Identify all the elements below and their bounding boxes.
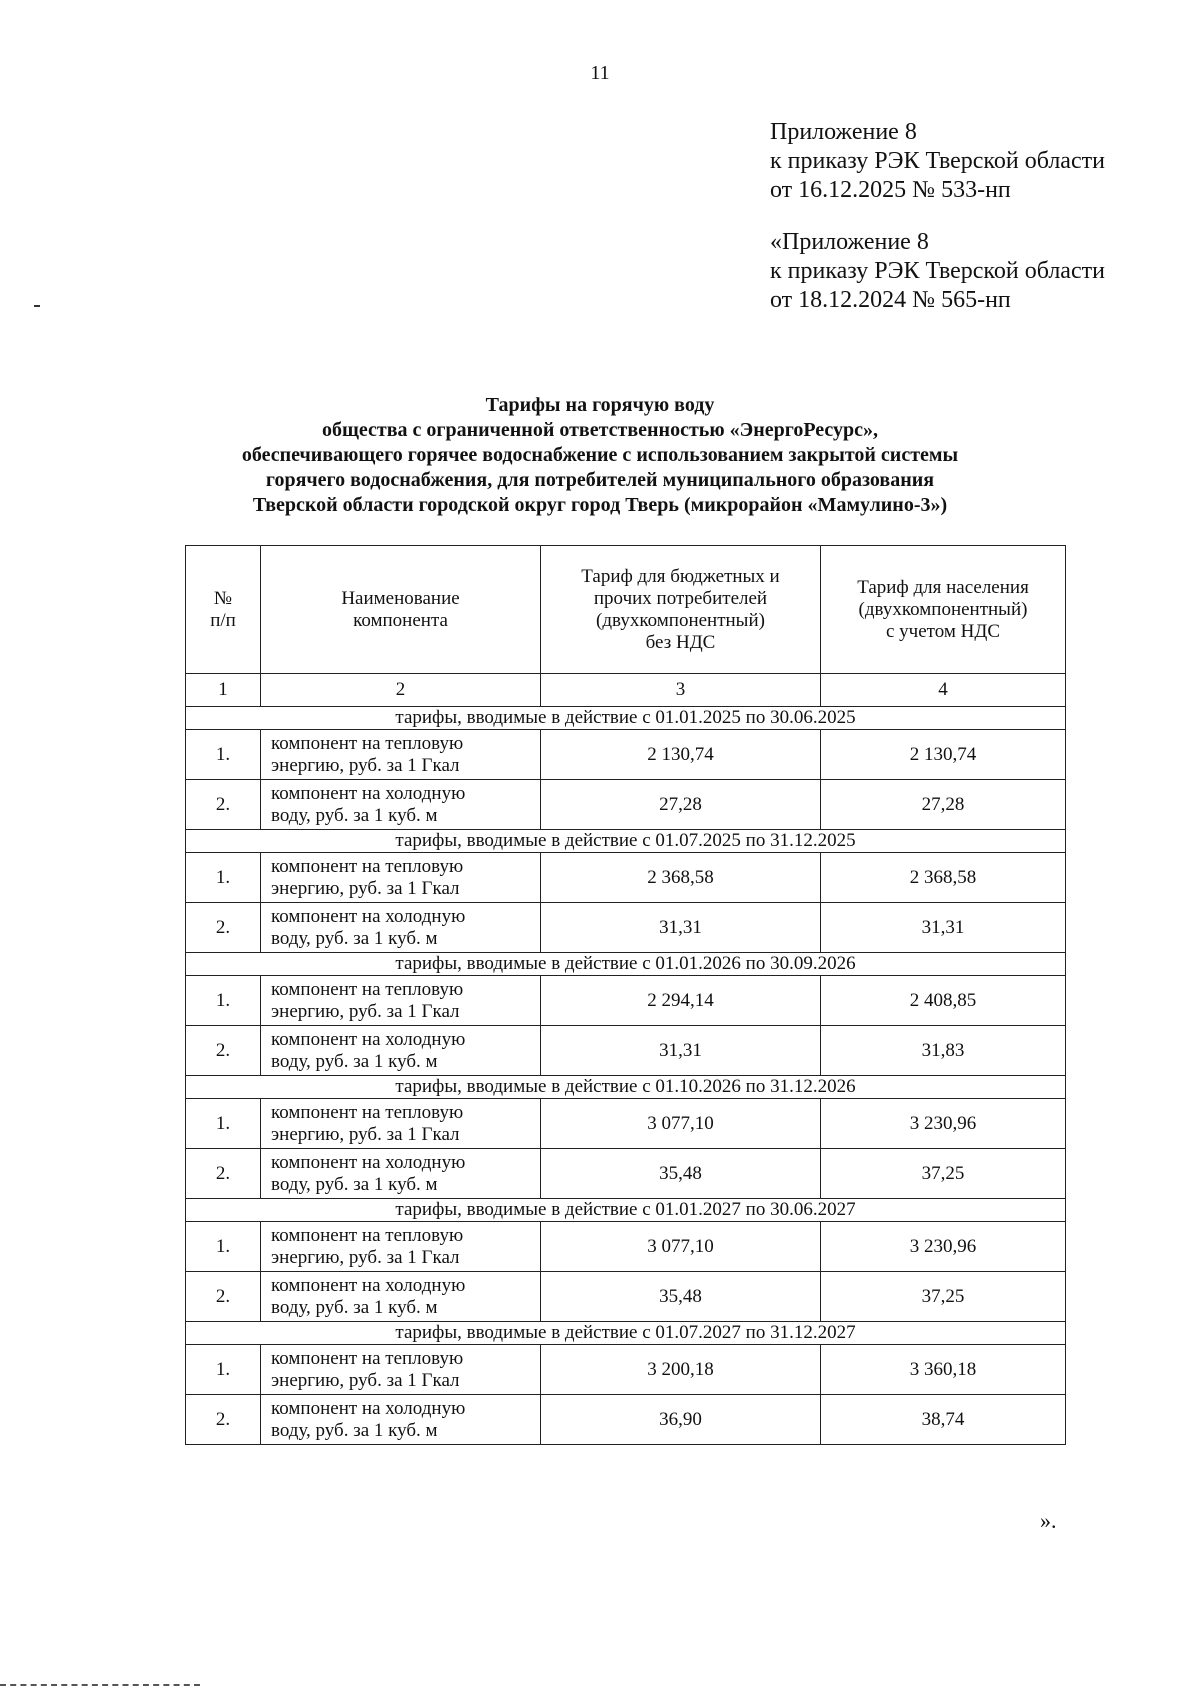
appendix-current-reference <box>770 118 1105 205</box>
row-number: 1. <box>186 976 261 1026</box>
population-tariff-value: 37,25 <box>821 1149 1066 1199</box>
header-text: п/п <box>210 609 236 631</box>
row-number: 2. <box>186 1272 261 1322</box>
period-label: тарифы, вводимые в действие с 01.01.2025 по 30.06.2025 <box>186 707 1066 730</box>
header-budget-tariff <box>541 546 821 674</box>
budget-tariff-value: 31,31 <box>541 1026 821 1076</box>
row-number: 1. <box>186 1222 261 1272</box>
period-label: тарифы, вводимые в действие с 01.01.2027 по 30.06.2027 <box>186 1199 1066 1222</box>
title-line: Тверской области городской округ город Тверь (микрорайон «Мамулино-3») <box>252 494 948 516</box>
component-name-line: компонент на холодную <box>271 1028 466 1050</box>
component-name-line: компонент на холодную <box>271 1274 466 1296</box>
appendix-previous-line: от 18.12.2024 № 565-нп <box>770 287 1011 313</box>
header-component-name <box>261 546 541 674</box>
component-name-line: энергию, руб. за 1 Гкал <box>271 754 460 776</box>
title-line: общества с ограниченной ответственностью «ЭнергоРесурс», <box>321 419 878 441</box>
table-row <box>186 730 1066 780</box>
population-tariff-value: 31,31 <box>821 903 1066 953</box>
column-number: 2 <box>261 674 541 707</box>
header-text: с учетом НДС <box>886 620 1000 642</box>
table-row <box>186 853 1066 903</box>
population-tariff-value: 2 130,74 <box>821 730 1066 780</box>
header-text: прочих потребителей <box>593 587 768 609</box>
column-number: 3 <box>541 674 821 707</box>
component-name-line: компонент на холодную <box>271 1397 466 1419</box>
component-name-line: энергию, руб. за 1 Гкал <box>271 877 460 899</box>
tariffs-table <box>185 545 1066 1445</box>
row-number: 2. <box>186 903 261 953</box>
component-name <box>261 730 541 780</box>
row-number: 1. <box>186 1099 261 1149</box>
table-row <box>186 1345 1066 1395</box>
period-row <box>186 1322 1066 1345</box>
component-name-line: компонент на холодную <box>271 1151 466 1173</box>
row-number: 1. <box>186 730 261 780</box>
period-row <box>186 707 1066 730</box>
population-tariff-value: 38,74 <box>821 1395 1066 1445</box>
component-name <box>261 903 541 953</box>
component-name <box>261 1222 541 1272</box>
component-name <box>261 1149 541 1199</box>
table-row <box>186 1099 1066 1149</box>
table-row <box>186 976 1066 1026</box>
period-label: тарифы, вводимые в действие с 01.07.2027 по 31.12.2027 <box>186 1322 1066 1345</box>
header-text: № <box>213 587 233 609</box>
component-name <box>261 1099 541 1149</box>
scan-artifact-mark <box>34 305 40 307</box>
table-row <box>186 1026 1066 1076</box>
period-row <box>186 953 1066 976</box>
header-text: Наименование <box>341 587 460 609</box>
component-name <box>261 1272 541 1322</box>
row-number: 2. <box>186 780 261 830</box>
component-name <box>261 1345 541 1395</box>
component-name-line: энергию, руб. за 1 Гкал <box>271 1246 460 1268</box>
budget-tariff-value: 3 077,10 <box>541 1222 821 1272</box>
component-name <box>261 1395 541 1445</box>
budget-tariff-value: 2 294,14 <box>541 976 821 1026</box>
row-number: 2. <box>186 1026 261 1076</box>
document-title <box>100 393 1100 518</box>
period-label: тарифы, вводимые в действие с 01.10.2026 по 31.12.2026 <box>186 1076 1066 1099</box>
budget-tariff-value: 3 077,10 <box>541 1099 821 1149</box>
header-text: (двухкомпонентный) <box>596 609 765 631</box>
table-row <box>186 780 1066 830</box>
header-number <box>186 546 261 674</box>
table-row <box>186 903 1066 953</box>
component-name-line: энергию, руб. за 1 Гкал <box>271 1123 460 1145</box>
budget-tariff-value: 2 130,74 <box>541 730 821 780</box>
header-population-tariff <box>821 546 1066 674</box>
header-text: компонента <box>353 609 448 631</box>
appendix-previous-line: «Приложение 8 <box>770 229 929 255</box>
component-name-line: воду, руб. за 1 куб. м <box>271 804 438 826</box>
title-line: обеспечивающего горячее водоснабжение с использованием закрытой системы <box>241 444 959 466</box>
title-line: Тарифы на горячую воду <box>485 394 715 416</box>
budget-tariff-value: 35,48 <box>541 1149 821 1199</box>
component-name <box>261 976 541 1026</box>
period-label: тарифы, вводимые в действие с 01.07.2025 по 31.12.2025 <box>186 830 1066 853</box>
header-text: Тариф для населения <box>857 576 1029 598</box>
appendix-current-line: к приказу РЭК Тверской области <box>770 148 1105 174</box>
budget-tariff-value: 27,28 <box>541 780 821 830</box>
column-number-row <box>186 674 1066 707</box>
header-text: Тариф для бюджетных и <box>581 565 780 587</box>
component-name-line: компонент на тепловую <box>271 1224 464 1246</box>
component-name-line: воду, руб. за 1 куб. м <box>271 1296 438 1318</box>
component-name-line: компонент на холодную <box>271 905 466 927</box>
component-name-line: компонент на тепловую <box>271 855 464 877</box>
table-row <box>186 1395 1066 1445</box>
component-name <box>261 853 541 903</box>
page-number: 11 <box>590 62 610 84</box>
header-text: без НДС <box>645 631 716 653</box>
population-tariff-value: 27,28 <box>821 780 1066 830</box>
budget-tariff-value: 36,90 <box>541 1395 821 1445</box>
row-number: 1. <box>186 853 261 903</box>
period-row <box>186 1199 1066 1222</box>
population-tariff-value: 2 408,85 <box>821 976 1066 1026</box>
table-row <box>186 1222 1066 1272</box>
closing-quote-mark: ». <box>1040 1508 1057 1533</box>
population-tariff-value: 3 360,18 <box>821 1345 1066 1395</box>
table-row <box>186 1272 1066 1322</box>
table-header-row <box>186 546 1066 674</box>
period-row <box>186 1076 1066 1099</box>
header-text: (двухкомпонентный) <box>858 598 1028 620</box>
appendix-previous-reference <box>770 228 1105 315</box>
component-name-line: энергию, руб. за 1 Гкал <box>271 1000 460 1022</box>
appendix-current-line: от 16.12.2025 № 533-нп <box>770 177 1011 203</box>
footer-dashed-line <box>0 1684 200 1686</box>
component-name-line: воду, руб. за 1 куб. м <box>271 927 438 949</box>
component-name <box>261 1026 541 1076</box>
column-number: 4 <box>821 674 1066 707</box>
row-number: 2. <box>186 1395 261 1445</box>
population-tariff-value: 37,25 <box>821 1272 1066 1322</box>
budget-tariff-value: 2 368,58 <box>541 853 821 903</box>
budget-tariff-value: 3 200,18 <box>541 1345 821 1395</box>
period-row <box>186 830 1066 853</box>
period-label: тарифы, вводимые в действие с 01.01.2026 по 30.09.2026 <box>186 953 1066 976</box>
component-name-line: воду, руб. за 1 куб. м <box>271 1173 438 1195</box>
component-name-line: компонент на тепловую <box>271 1101 464 1123</box>
column-number: 1 <box>186 674 261 707</box>
component-name-line: воду, руб. за 1 куб. м <box>271 1050 438 1072</box>
row-number: 2. <box>186 1149 261 1199</box>
component-name-line: компонент на холодную <box>271 782 466 804</box>
population-tariff-value: 2 368,58 <box>821 853 1066 903</box>
component-name-line: компонент на тепловую <box>271 978 464 1000</box>
component-name-line: энергию, руб. за 1 Гкал <box>271 1369 460 1391</box>
component-name <box>261 780 541 830</box>
population-tariff-value: 3 230,96 <box>821 1222 1066 1272</box>
budget-tariff-value: 35,48 <box>541 1272 821 1322</box>
component-name-line: компонент на тепловую <box>271 1347 464 1369</box>
budget-tariff-value: 31,31 <box>541 903 821 953</box>
component-name-line: компонент на тепловую <box>271 732 464 754</box>
population-tariff-value: 3 230,96 <box>821 1099 1066 1149</box>
title-line: горячего водоснабжения, для потребителей муниципального образования <box>265 469 935 491</box>
table-row <box>186 1149 1066 1199</box>
component-name-line: воду, руб. за 1 куб. м <box>271 1419 438 1441</box>
row-number: 1. <box>186 1345 261 1395</box>
appendix-current-line: Приложение 8 <box>770 119 917 145</box>
appendix-previous-line: к приказу РЭК Тверской области <box>770 258 1105 284</box>
population-tariff-value: 31,83 <box>821 1026 1066 1076</box>
